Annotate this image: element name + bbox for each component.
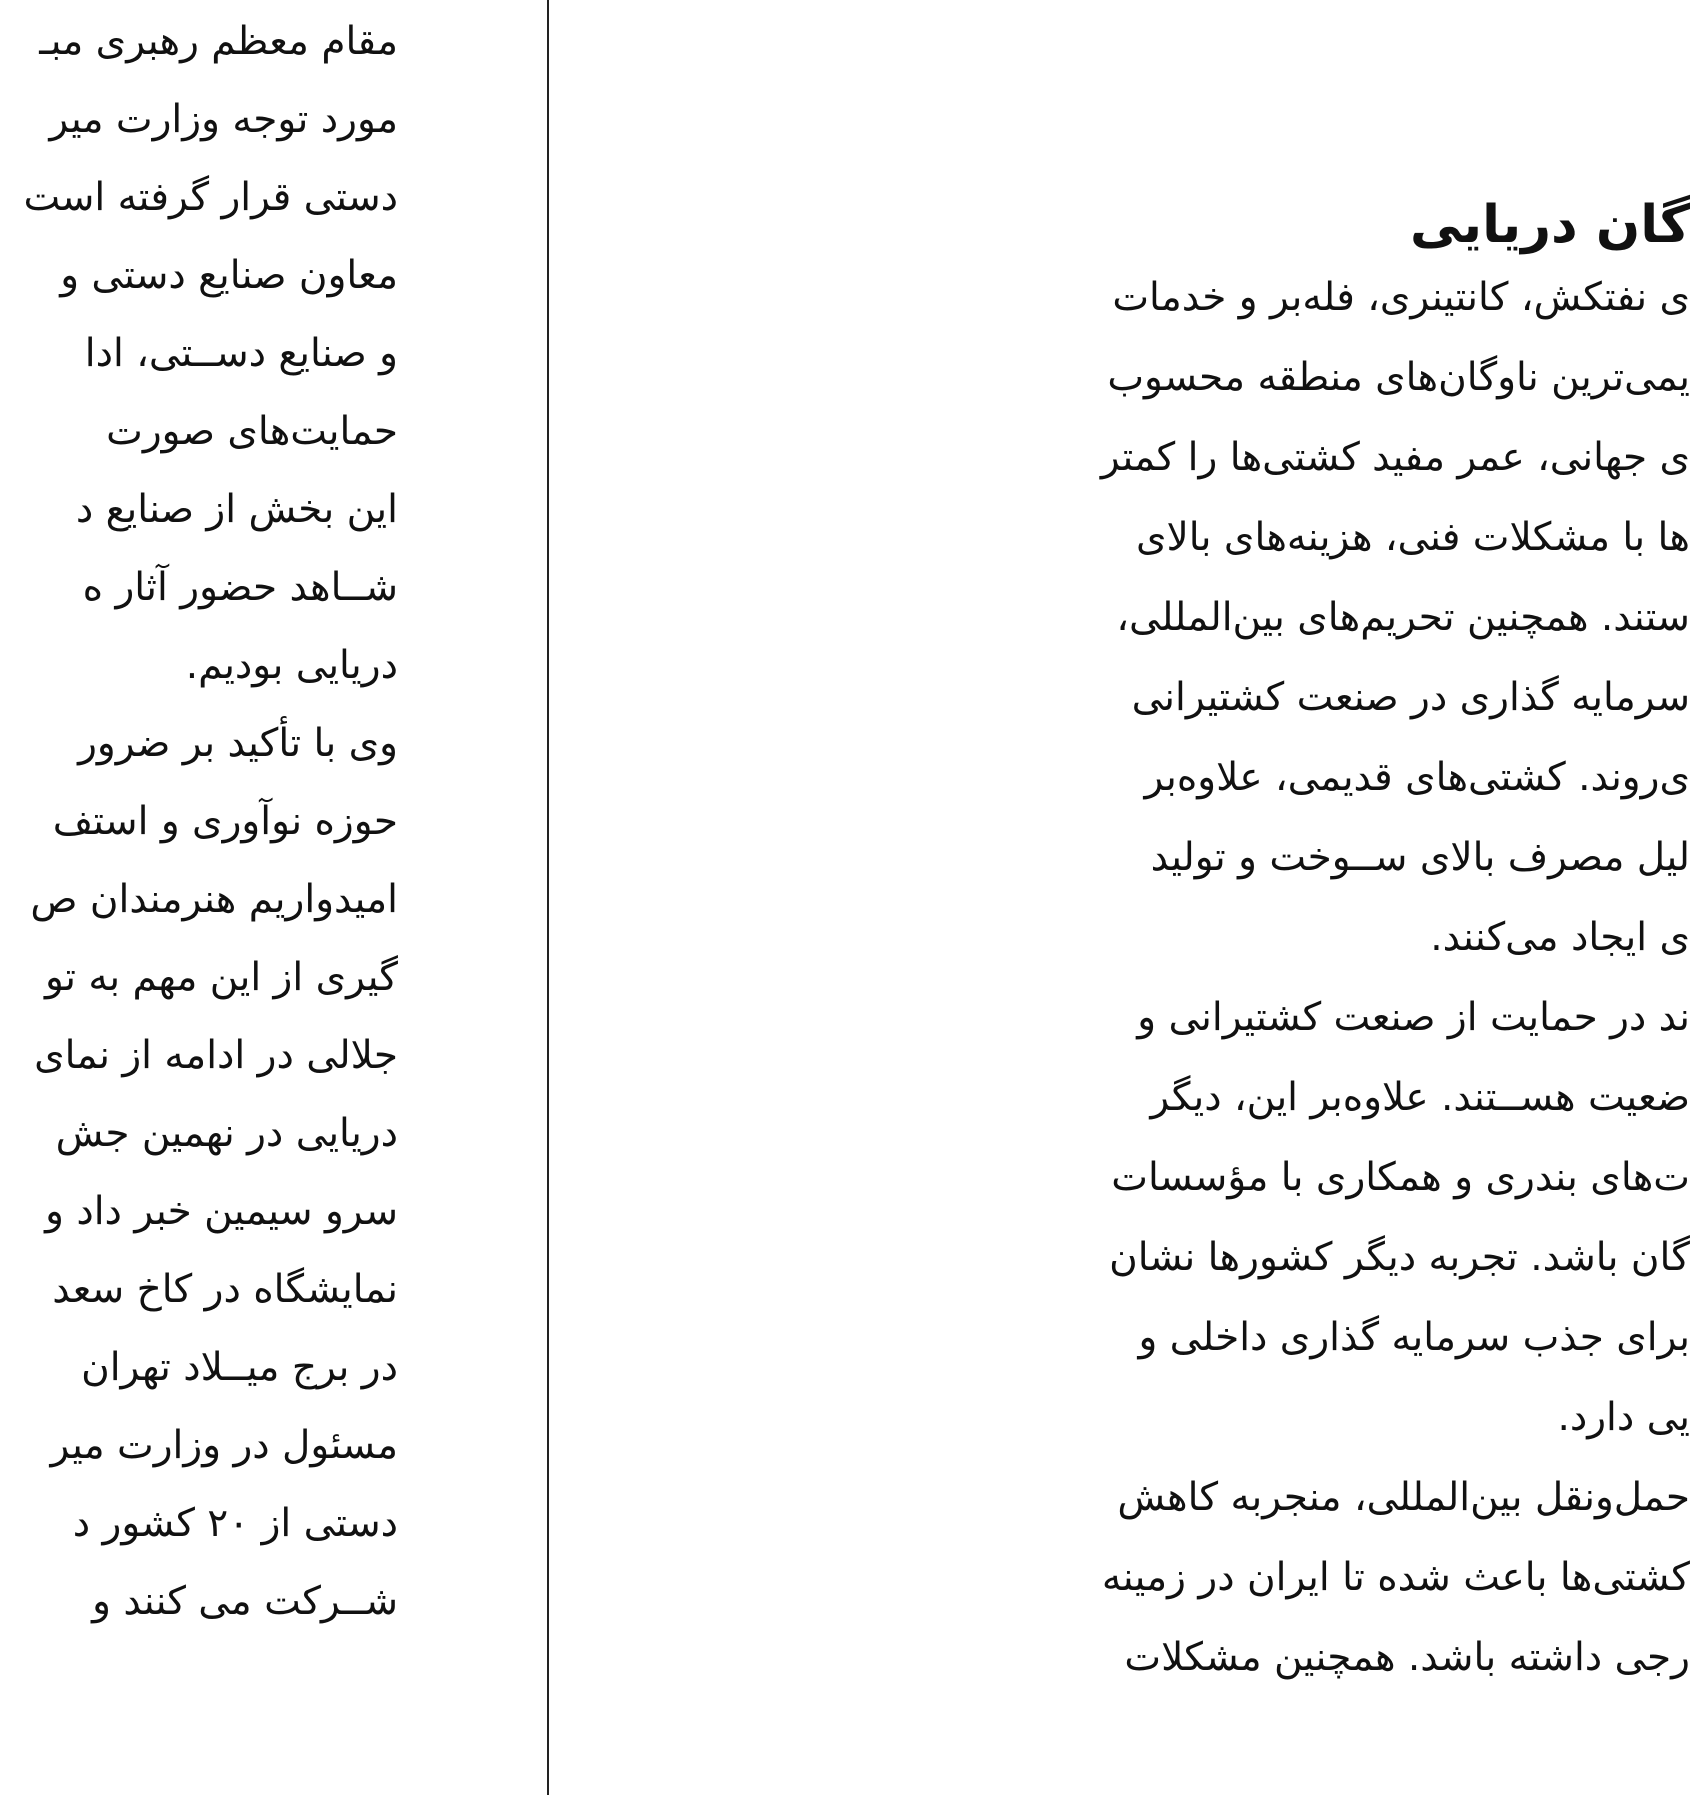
left-line: و صنایع دســتی، ادا	[84, 331, 398, 376]
left-line: حمایت‌های صورت	[106, 409, 398, 454]
left-line: سرو سیمین خبر داد و	[45, 1189, 398, 1234]
left-line: جلالی در ادامه از نمای	[34, 1033, 398, 1078]
right-line: کشتی‌ها باعث شده تا ایران در زمینه	[1101, 1555, 1690, 1600]
right-line: گان باشد. تجربه دیگر کشورها نشان	[1109, 1235, 1690, 1280]
left-line: مورد توجه وزارت میر	[49, 97, 398, 142]
left-line: امیدواریم هنرمندان ص	[30, 877, 398, 922]
right-line: ند در حمایت از صنعت کشتیرانی و	[1137, 995, 1690, 1040]
right-line: رجی داشته باشد. همچنین مشکلات	[1124, 1635, 1690, 1680]
right-line: ضعیت هســتند. علاوه‌بر این، دیگر	[1150, 1075, 1690, 1120]
column-divider	[547, 0, 549, 1795]
left-line: در برج میــلاد تهران	[81, 1345, 398, 1390]
right-line: برای جذب سرمایه گذاری داخلی و	[1138, 1315, 1690, 1360]
left-line: شــرکت می کنند و	[92, 1579, 398, 1624]
right-line: ها با مشکلات فنی، هزینه‌های بالای	[1136, 515, 1690, 560]
right-line: ستند. همچنین تحریم‌های بین‌المللی،	[1116, 595, 1690, 640]
left-line: معاون صنایع دستی و	[60, 253, 398, 298]
left-line: حوزه نوآوری و استف	[52, 799, 398, 844]
left-line: دستی از ۲۰ کشور د	[72, 1501, 398, 1546]
right-line: یی دارد.	[1557, 1395, 1690, 1440]
left-line: دریایی در نهمین جش	[55, 1111, 398, 1156]
right-line: ی جهانی، عمر مفید کشتی‌ها را کمتر	[1100, 435, 1690, 480]
left-line: این بخش از صنایع د	[75, 487, 398, 532]
right-line: ت‌های بندری و همکاری با مؤسسات	[1111, 1155, 1690, 1200]
left-line: دستی قرار گرفته است	[23, 175, 398, 220]
left-line: گیری از این مهم به تو	[45, 955, 398, 1000]
right-line: حمل‌ونقل بین‌المللی، منجربه کاهش	[1117, 1475, 1690, 1520]
article-heading: گان دریایی	[1409, 195, 1690, 255]
right-line: ی ایجاد می‌کنند.	[1430, 915, 1690, 960]
left-line: نمایشگاه در کاخ سعد	[52, 1267, 398, 1312]
left-line: وی با تأکید بر ضرور	[78, 721, 398, 766]
left-line: شــاهد حضور آثار ه	[82, 565, 398, 610]
right-line: ی نفتکش، کانتینری، فله‌بر و خدمات	[1112, 275, 1690, 320]
left-line: دریایی بودیم.	[185, 643, 398, 688]
right-line: سرمایه گذاری در صنعت کشتیرانی	[1131, 675, 1690, 720]
right-line: یمی‌ترین ناوگان‌های منطقه محسوب	[1107, 355, 1690, 400]
right-line: لیل مصرف بالای ســوخت و تولید	[1150, 835, 1690, 880]
right-line: ی‌روند. کشتی‌های قدیمی، علاوه‌بر	[1144, 755, 1690, 800]
left-line: مسئول در وزارت میر	[50, 1423, 398, 1468]
left-line: مقام معظم رهبری مبـ	[39, 19, 398, 64]
